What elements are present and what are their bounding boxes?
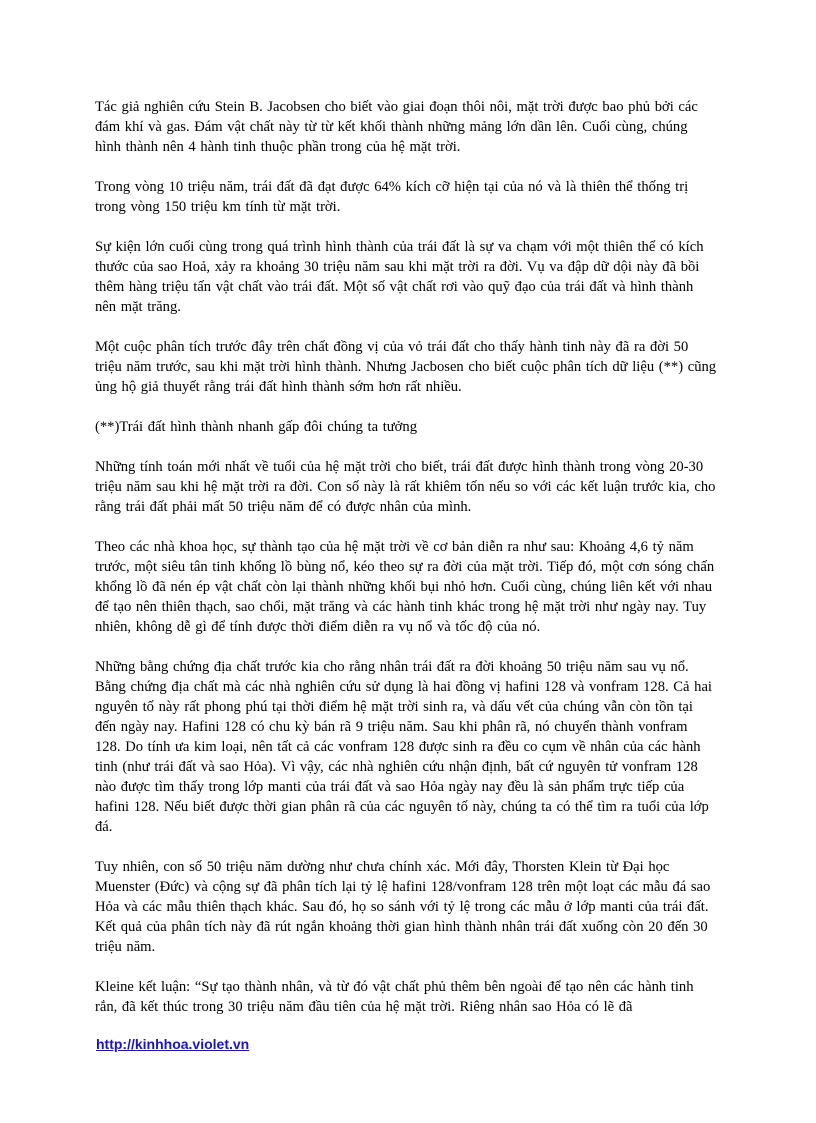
paragraph: Tuy nhiên, con số 50 triệu năm dường như chưa chính xác. Mới đây, Thorsten Klein từ Đại học Muenster (Đức) và cộng sự đã phân tích lại tỷ lệ hafini 128/vonfram 128 trên một loạt các mẫu đá sao Hỏa và các mẫu thiên thạch khác. Sau đó, họ so sánh với tỷ lệ trong các mẫu ở lớp manti của trái đất. Kết quả của phân tích này đã rút ngắn khoảng thời gian hình thành nhân trái đất xuống còn 20 đến 30 triệu năm.: [95, 859, 711, 955]
document-body: [95, 97, 717, 1037]
paragraph: Trong vòng 10 triệu năm, trái đất đã đạt được 64% kích cỡ hiện tại của nó và là thiên thể thống trị trong vòng 150 triệu km tính từ mặt trời.: [95, 179, 689, 215]
paragraph: Sự kiện lớn cuối cùng trong quá trình hình thành của trái đất là sự va chạm với một thiên thể có kích thước của sao Hoả, xảy ra khoảng 30 triệu năm sau khi mặt trời ra đời. Vụ va đập dữ dội này đã bồi thêm hàng triệu tấn vật chất vào trái đất. Một số vật chất rơi vào quỹ đạo của trái đất và hình thành nên mặt trăng.: [95, 239, 704, 315]
paragraph-heading: (**)Trái đất hình thành nhanh gấp đôi chúng ta tưởng: [95, 419, 417, 435]
footer-website-link[interactable]: http://kinhhoa.violet.vn: [96, 1036, 250, 1052]
paragraph: Một cuộc phân tích trước đây trên chất đồng vị của vỏ trái đất cho thấy hành tinh này đã ra đời 50 triệu năm trước, sau khi mặt trời hình thành. Nhưng Jacbosen cho biết cuộc phân tích dữ liệu (**) cũng ủng hộ giả thuyết rằng trái đất hình thành sớm hơn rất nhiều.: [95, 339, 717, 395]
paragraph: Kleine kết luận: “Sự tạo thành nhân, và từ đó vật chất phủ thêm bên ngoài để tạo nên các hành tinh rắn, đã kết thúc trong 30 triệu năm đầu tiên của hệ mặt trời. Riêng nhân sao Hỏa có lẽ đã: [95, 979, 694, 1015]
paragraph: Tác giả nghiên cứu Stein B. Jacobsen cho biết vào giai đoạn thôi nôi, mặt trời được bao phủ bởi các đám khí và gas. Đám vật chất này từ từ kết khối thành những mảng lớn dần lên. Cuối cùng, chúng hình thành nên 4 hành tinh thuộc phần trong của hệ mặt trời.: [95, 99, 698, 155]
paragraph: Những tính toán mới nhất về tuổi của hệ mặt trời cho biết, trái đất được hình thành trong vòng 20-30 triệu năm sau khi hệ mặt trời ra đời. Con số này là rất khiêm tốn nếu so với các kết luận trước kia, cho rằng trái đất phải mất 50 triệu năm để có được nhân của mình.: [95, 459, 716, 515]
paragraph: Những bằng chứng địa chất trước kia cho rằng nhân trái đất ra đời khoảng 50 triệu năm sau vụ nổ. Bằng chứng địa chất mà các nhà nghiên cứu sử dụng là hai đồng vị hafini 128 và vonfram 128. Cả hai nguyên tố này rất phong phú tại thời điểm hệ mặt trời sinh ra, và dấu vết của chúng vẫn còn tồn tại đến ngày nay. Hafini 128 có chu kỳ bán rã 9 triệu năm. Sau khi phân rã, nó chuyển thành vonfram 128. Do tính ưa kim loại, nên tất cả các vonfram 128 được sinh ra đều co cụm về nhân của các hành tinh (như trái đất và sao Hỏa). Vì vậy, các nhà nghiên cứu nhận định, bất cứ nguyên tử vonfram 128 nào được tìm thấy trong lớp manti của trái đất và sao Hỏa ngày nay đều là sản phẩm trực tiếp của hafini 128. Nếu biết được thời gian phân rã của các nguyên tố này, chúng ta có thể tìm ra tuổi của lớp đá.: [95, 659, 712, 835]
paragraph: Theo các nhà khoa học, sự thành tạo của hệ mặt trời về cơ bản diễn ra như sau: Khoảng 4,6 tỷ năm trước, một siêu tân tinh khổng lồ bùng nổ, kéo theo sự ra đời của mặt trời. Tiếp đó, một cơn sóng chấn khổng lồ đã nén ép vật chất còn lại thành những khối bụi nhỏ hơn. Cuối cùng, chúng liên kết với nhau để tạo nên thiên thạch, sao chổi, mặt trăng và các hành tinh khác trong hệ mặt trời như ngày nay. Tuy nhiên, không dễ gì để tính được thời điểm diễn ra vụ nổ và tốc độ của nó.: [95, 539, 715, 635]
